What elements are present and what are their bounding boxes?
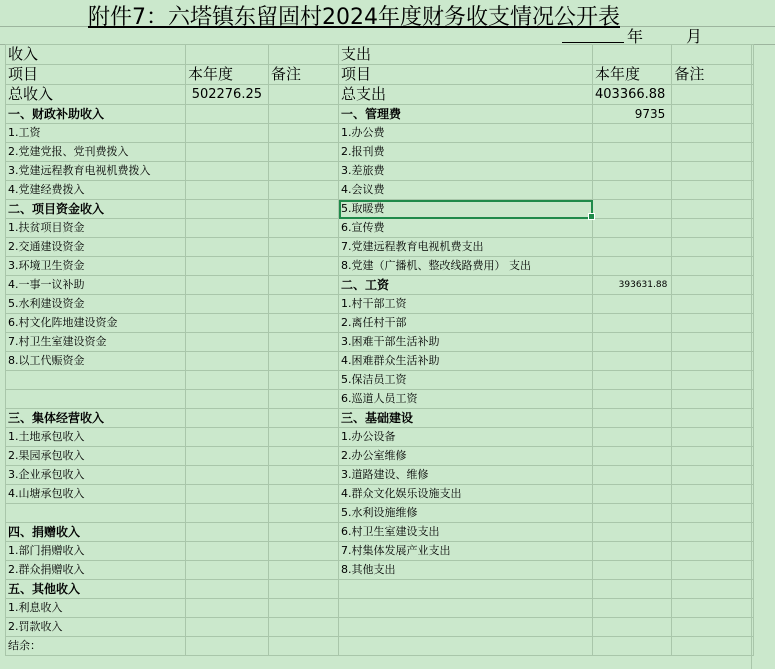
table-row [6,333,754,352]
expense-year-cell[interactable] [593,124,672,143]
expense-year-cell[interactable] [593,143,672,162]
income-item-cell[interactable]: 4.党建经费拨入 [6,181,186,200]
table-row [6,409,754,428]
table-row [6,295,754,314]
income-note-cell[interactable] [269,580,339,599]
income-note-cell[interactable] [269,485,339,504]
page-title[interactable]: 附件7：六塔镇东留固村2024年度财务收支情况公开表 [88,5,620,30]
income-item-cell[interactable]: 2.群众捐赠收入 [6,561,186,580]
expense-item-cell[interactable]: 2.报刊费 [339,143,593,162]
expense-note-cell[interactable] [672,238,754,257]
expense-header[interactable]: 支出 [339,45,593,65]
income-header[interactable]: 收入 [6,45,186,65]
income-note-cell[interactable] [269,542,339,561]
income-note-cell[interactable] [269,314,339,333]
expense-year-cell[interactable] [593,257,672,276]
income-year-cell[interactable] [186,124,269,143]
table-row [6,105,754,124]
table-row [6,542,754,561]
table-row [6,580,754,599]
income-year-cell[interactable] [186,314,269,333]
expense-item-cell[interactable]: 6.宣传费 [339,219,593,238]
table-row [6,618,754,637]
income-year-cell[interactable] [186,409,269,428]
expense-year-cell[interactable] [593,238,672,257]
expense-note-cell[interactable] [672,143,754,162]
income-item-header[interactable]: 项目 [6,65,186,85]
income-note-cell[interactable] [269,124,339,143]
income-item-cell[interactable]: 三、集体经营收入 [6,409,186,428]
income-year-cell[interactable] [186,295,269,314]
income-year-cell[interactable] [186,371,269,390]
expense-note-cell[interactable] [672,599,754,618]
expense-item-cell[interactable]: 3.差旅费 [339,162,593,181]
expense-year-cell[interactable] [593,485,672,504]
income-note-cell[interactable] [269,276,339,295]
expense-year-cell[interactable] [593,466,672,485]
income-year-cell[interactable] [186,618,269,637]
expense-item-cell[interactable] [339,637,593,656]
income-item-cell[interactable]: 2.党建党报、党刊费拨入 [6,143,186,162]
income-item-cell[interactable]: 1.利息收入 [6,599,186,618]
expense-item-cell[interactable]: 5.取暖费 [339,200,593,219]
expense-item-cell[interactable] [339,618,593,637]
income-year-cell[interactable] [186,352,269,371]
table-row [6,181,754,200]
income-item-cell[interactable]: 2.罚款收入 [6,618,186,637]
expense-year-cell[interactable] [593,295,672,314]
expense-note-cell[interactable] [672,314,754,333]
income-item-cell[interactable]: 2.交通建设资金 [6,238,186,257]
expense-item-header[interactable]: 项目 [339,65,593,85]
expense-year-cell[interactable] [593,181,672,200]
expense-note-cell[interactable] [672,162,754,181]
income-note-cell[interactable] [269,352,339,371]
income-note-cell[interactable] [269,238,339,257]
income-note-cell[interactable] [269,371,339,390]
expense-item-cell[interactable]: 6.巡道人员工资 [339,390,593,409]
expense-year-cell[interactable] [593,637,672,656]
income-item-cell[interactable]: 3.企业承包收入 [6,466,186,485]
table-row [6,276,754,295]
table-row [6,143,754,162]
income-year-cell[interactable] [186,466,269,485]
income-note-header[interactable]: 备注 [269,65,339,85]
table-row [6,447,754,466]
expense-year-cell[interactable] [593,523,672,542]
expense-note-cell[interactable] [672,523,754,542]
expense-note-cell[interactable] [672,200,754,219]
expense-note-cell[interactable] [672,542,754,561]
income-note-cell[interactable] [269,523,339,542]
expense-year-cell[interactable] [593,314,672,333]
expense-item-cell[interactable]: 3.困难干部生活补助 [339,333,593,352]
income-item-cell[interactable]: 五、其他收入 [6,580,186,599]
income-year-cell[interactable] [186,200,269,219]
income-item-cell[interactable]: 5.水利建设资金 [6,295,186,314]
income-item-cell[interactable]: 3.环境卫生资金 [6,257,186,276]
income-year-cell[interactable] [186,504,269,523]
income-note-cell[interactable] [269,504,339,523]
expense-item-cell[interactable]: 1.办公设备 [339,428,593,447]
income-note-cell[interactable] [269,162,339,181]
expense-item-cell[interactable]: 7.村集体发展产业支出 [339,542,593,561]
table-row [6,428,754,447]
income-year-cell[interactable] [186,599,269,618]
income-year-cell[interactable] [186,276,269,295]
expense-note-cell[interactable] [672,561,754,580]
expense-item-cell[interactable]: 8.其他支出 [339,561,593,580]
income-item-cell[interactable] [6,390,186,409]
expense-note-cell[interactable] [672,428,754,447]
expense-note-cell[interactable] [672,333,754,352]
finance-table [5,44,754,656]
income-note-cell[interactable] [269,219,339,238]
fill-handle[interactable] [588,213,595,220]
expense-item-cell[interactable] [339,580,593,599]
expense-item-cell[interactable]: 1.办公费 [339,124,593,143]
income-year-header[interactable]: 本年度 [186,65,269,85]
expense-year-cell[interactable] [593,504,672,523]
table-row [6,257,754,276]
expense-note-cell[interactable] [672,352,754,371]
income-year-cell[interactable] [186,523,269,542]
expense-note-cell[interactable] [672,466,754,485]
expense-year-cell[interactable]: 9735 [593,105,672,124]
expense-year-header[interactable]: 本年度 [593,65,672,85]
expense-note-cell[interactable] [672,276,754,295]
income-item-cell[interactable]: 四、捐赠收入 [6,523,186,542]
income-item-cell[interactable]: 1.工资 [6,124,186,143]
income-note-cell[interactable] [269,143,339,162]
income-item-cell[interactable]: 3.党建远程教育电视机费拨入 [6,162,186,181]
expense-year-cell[interactable] [593,580,672,599]
date-row [0,26,775,45]
table-row [6,485,754,504]
expense-note-header[interactable]: 备注 [672,65,754,85]
sheet-right-edge [751,44,752,669]
income-year-cell[interactable] [186,447,269,466]
income-year-cell[interactable] [186,219,269,238]
expense-year-cell[interactable] [593,162,672,181]
expense-note-cell[interactable] [672,504,754,523]
expense-note-cell[interactable] [672,124,754,143]
section-header-row [6,45,754,65]
expense-year-cell[interactable] [593,352,672,371]
income-year-cell[interactable] [186,105,269,124]
expense-item-cell[interactable]: 8.党建（广播机、整改线路费用） 支出 [339,257,593,276]
income-item-cell[interactable]: 7.村卫生室建设资金 [6,333,186,352]
expense-item-cell[interactable]: 三、基础建设 [339,409,593,428]
income-note-cell[interactable] [269,295,339,314]
year-label: 年 [627,27,644,46]
expense-item-cell[interactable]: 1.村干部工资 [339,295,593,314]
income-item-cell[interactable]: 二、项目资金收入 [6,200,186,219]
expense-item-cell[interactable]: 4.困难群众生活补助 [339,352,593,371]
income-year-cell[interactable] [186,143,269,162]
table-row [6,219,754,238]
expense-year-cell[interactable] [593,561,672,580]
income-year-cell[interactable] [186,333,269,352]
income-item-cell[interactable]: 1.部门捐赠收入 [6,542,186,561]
income-item-cell[interactable]: 一、财政补助收入 [6,105,186,124]
income-year-cell[interactable] [186,390,269,409]
income-note-cell[interactable] [269,561,339,580]
income-year-cell[interactable] [186,580,269,599]
income-year-cell[interactable] [186,181,269,200]
income-item-cell[interactable]: 8.以工代赈资金 [6,352,186,371]
year-blank[interactable] [562,26,624,43]
income-year-cell[interactable] [186,485,269,504]
expense-year-cell[interactable] [593,447,672,466]
income-note-cell[interactable] [269,200,339,219]
expense-item-cell[interactable]: 2.离任村干部 [339,314,593,333]
expense-item-cell[interactable]: 7.党建远程教育电视机费支出 [339,238,593,257]
table-row [6,561,754,580]
income-item-cell[interactable]: 结余： [6,637,186,656]
expense-note-cell[interactable] [672,295,754,314]
expense-note-cell[interactable] [672,637,754,656]
income-note-cell[interactable] [269,390,339,409]
total-expense-label[interactable]: 总支出 [339,85,593,105]
expense-note-cell[interactable] [672,181,754,200]
income-note-cell[interactable] [269,105,339,124]
income-note-cell[interactable] [269,447,339,466]
expense-item-cell[interactable]: 一、管理费 [339,105,593,124]
expense-year-cell[interactable] [593,390,672,409]
expense-note-cell[interactable] [672,257,754,276]
income-note-cell[interactable] [269,409,339,428]
income-year-cell[interactable] [186,542,269,561]
income-item-cell[interactable]: 1.土地承包收入 [6,428,186,447]
month-label: 月 [686,27,703,46]
table-row [6,523,754,542]
table-row [6,599,754,618]
expense-year-cell[interactable]: 393631.88 [593,276,672,295]
expense-item-cell[interactable] [339,599,593,618]
total-income-value[interactable]: 502276.25 [186,85,269,105]
expense-item-cell[interactable]: 4.群众文化娱乐设施支出 [339,485,593,504]
table-row [6,162,754,181]
expense-note-cell[interactable] [672,105,754,124]
expense-item-cell[interactable]: 3.道路建设、维修 [339,466,593,485]
income-year-cell[interactable] [186,561,269,580]
expense-note-cell[interactable] [672,409,754,428]
total-income-label[interactable]: 总收入 [6,85,186,105]
income-year-cell[interactable] [186,257,269,276]
expense-item-cell[interactable]: 6.村卫生室建设支出 [339,523,593,542]
expense-item-cell[interactable]: 5.水利设施维修 [339,504,593,523]
income-year-cell[interactable] [186,238,269,257]
expense-year-cell[interactable] [593,409,672,428]
income-year-cell[interactable] [186,428,269,447]
income-item-cell[interactable] [6,504,186,523]
expense-item-cell[interactable]: 5.保洁员工资 [339,371,593,390]
expense-year-cell[interactable] [593,219,672,238]
expense-year-cell[interactable] [593,333,672,352]
income-note-cell[interactable] [269,599,339,618]
income-note-cell[interactable] [269,618,339,637]
table-row [6,504,754,523]
expense-note-cell[interactable] [672,219,754,238]
expense-note-cell[interactable] [672,618,754,637]
table-row [6,200,754,219]
income-note-cell[interactable] [269,637,339,656]
expense-year-cell[interactable] [593,542,672,561]
expense-item-cell[interactable]: 2.办公室维修 [339,447,593,466]
expense-year-cell[interactable] [593,599,672,618]
title-row [0,0,775,30]
table-row [6,352,754,371]
expense-note-cell[interactable] [672,580,754,599]
table-row [6,124,754,143]
table-row [6,314,754,333]
income-item-cell[interactable]: 6.村文化阵地建设资金 [6,314,186,333]
income-year-cell[interactable] [186,162,269,181]
table-row [6,466,754,485]
expense-note-cell[interactable] [672,485,754,504]
expense-note-cell[interactable] [672,371,754,390]
table-row [6,371,754,390]
totals-row [6,85,754,105]
expense-item-cell[interactable]: 二、工资 [339,276,593,295]
expense-note-cell[interactable] [672,390,754,409]
column-header-row [6,65,754,85]
income-note-cell[interactable] [269,428,339,447]
income-item-cell[interactable] [6,371,186,390]
income-note-cell[interactable] [269,257,339,276]
expense-year-cell[interactable] [593,428,672,447]
table-row [6,637,754,656]
income-year-cell[interactable] [186,637,269,656]
income-item-cell[interactable]: 1.扶贫项目资金 [6,219,186,238]
expense-year-cell[interactable] [593,371,672,390]
table-row [6,238,754,257]
income-note-cell[interactable] [269,181,339,200]
expense-item-cell[interactable]: 4.会议费 [339,181,593,200]
expense-year-cell[interactable] [593,200,672,219]
expense-year-cell[interactable] [593,618,672,637]
income-note-cell[interactable] [269,466,339,485]
income-item-cell[interactable]: 4.山塘承包收入 [6,485,186,504]
expense-note-cell[interactable] [672,447,754,466]
income-item-cell[interactable]: 4.一事一议补助 [6,276,186,295]
table-row [6,390,754,409]
income-note-cell[interactable] [269,333,339,352]
income-item-cell[interactable]: 2.果园承包收入 [6,447,186,466]
total-expense-value[interactable]: 403366.88 [593,85,672,105]
